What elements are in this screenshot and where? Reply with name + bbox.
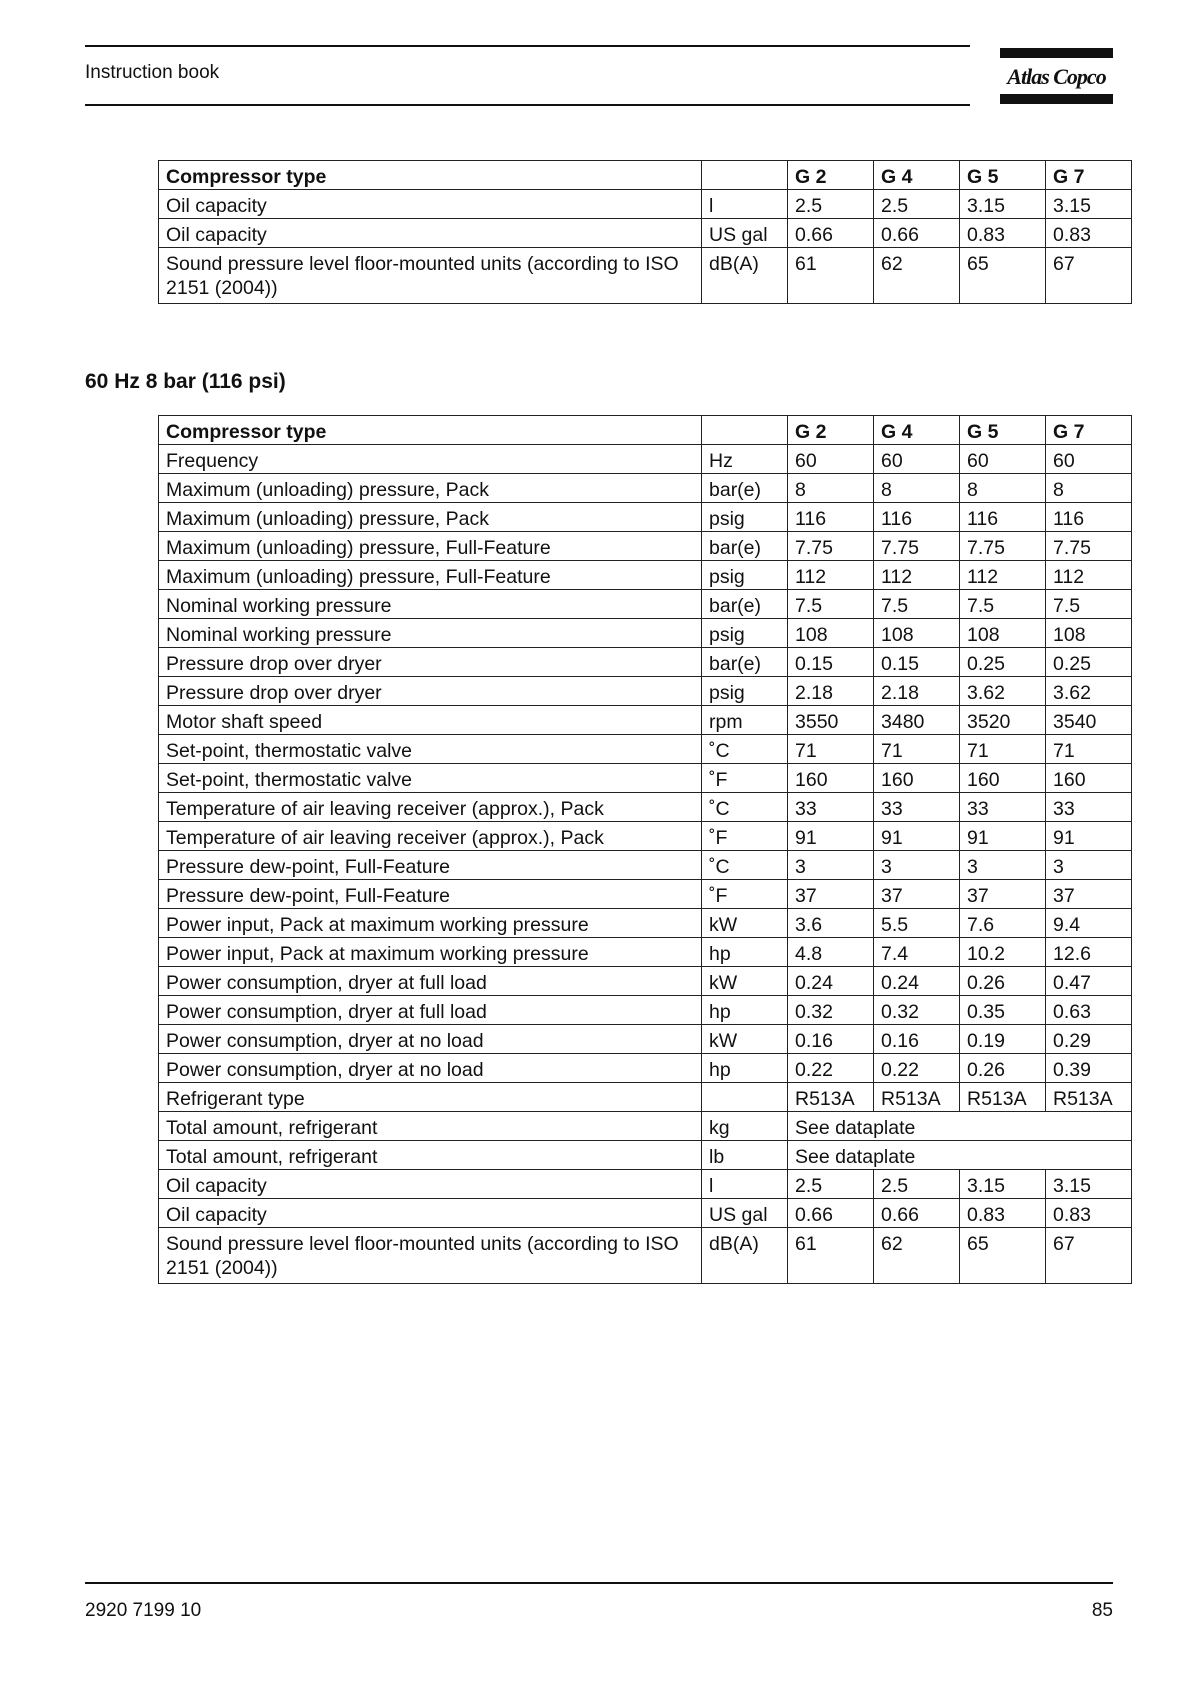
value-cell: 91 [788,822,874,851]
parameter-cell: Maximum (unloading) pressure, Full-Feature [159,561,702,590]
value-cell: 3480 [874,706,960,735]
value-cell: 0.63 [1046,996,1132,1025]
unit-cell: kW [702,967,788,996]
parameter-cell: Total amount, refrigerant [159,1112,702,1141]
parameter-cell: Sound pressure level floor-mounted units (according to ISO 2151 (2004)) [159,248,702,304]
page-number: 85 [1091,1600,1113,1621]
parameter-cell: Motor shaft speed [159,706,702,735]
table-row [159,474,1132,503]
table-row [159,1025,1132,1054]
value-cell: 116 [788,503,874,532]
value-cell: R513A [874,1083,960,1112]
value-cell: 0.39 [1046,1054,1132,1083]
table-row [159,996,1132,1025]
value-cell: R513A [960,1083,1046,1112]
value-cell: 0.24 [874,967,960,996]
atlas-copco-logo [1000,48,1113,104]
value-cell: 116 [960,503,1046,532]
table-row [159,938,1132,967]
parameter-cell: Power input, Pack at maximum working pressure [159,909,702,938]
parameter-cell: Oil capacity [159,1170,702,1199]
value-cell: 0.32 [874,996,960,1025]
value-cell: 0.22 [874,1054,960,1083]
unit-cell: hp [702,1054,788,1083]
unit-cell: ˚C [702,851,788,880]
unit-cell: bar(e) [702,532,788,561]
table-row [159,706,1132,735]
value-cell: 0.15 [874,648,960,677]
header-cell: G 7 [1046,416,1132,445]
value-cell: 9.4 [1046,909,1132,938]
value-cell: 7.5 [788,590,874,619]
table-row [159,648,1132,677]
unit-cell: bar(e) [702,474,788,503]
value-cell: 116 [1046,503,1132,532]
table-row [159,1083,1132,1112]
value-cell: 91 [960,822,1046,851]
value-cell: 7.4 [874,938,960,967]
table-row [159,532,1132,561]
table-row [159,503,1132,532]
value-cell: 37 [874,880,960,909]
section-heading: 60 Hz 8 bar (116 psi) [85,370,286,393]
logo-wordmark: Atlas Copco [1007,64,1106,89]
value-cell: 3 [1046,851,1132,880]
table-row [159,1112,1132,1141]
value-cell: 60 [1046,445,1132,474]
parameter-cell: Power consumption, dryer at full load [159,967,702,996]
value-cell: 3550 [788,706,874,735]
value-cell: 7.75 [874,532,960,561]
value-cell: 0.35 [960,996,1046,1025]
header-title: Instruction book [85,62,220,83]
value-cell: See dataplate [788,1141,1132,1170]
parameter-cell: Maximum (unloading) pressure, Full-Feature [159,532,702,561]
parameter-cell: Maximum (unloading) pressure, Pack [159,503,702,532]
value-cell: 108 [874,619,960,648]
value-cell: 2.5 [788,1170,874,1199]
table-row [159,909,1132,938]
logo-top-bar [1000,48,1113,58]
parameter-cell: Nominal working pressure [159,590,702,619]
value-cell: R513A [1046,1083,1132,1112]
value-cell: 4.8 [788,938,874,967]
value-cell: 108 [1046,619,1132,648]
unit-cell: ˚C [702,735,788,764]
parameter-cell: Total amount, refrigerant [159,1141,702,1170]
value-cell: 160 [960,764,1046,793]
value-cell: 112 [788,561,874,590]
header-cell: G 4 [874,416,960,445]
value-cell: 0.25 [1046,648,1132,677]
parameter-cell: Power consumption, dryer at no load [159,1025,702,1054]
header-cell: G 2 [788,416,874,445]
value-cell: 0.25 [960,648,1046,677]
parameter-cell: Pressure dew-point, Full-Feature [159,851,702,880]
parameter-cell: Set-point, thermostatic valve [159,735,702,764]
unit-cell [702,1083,788,1112]
value-cell: 65 [960,1228,1046,1284]
value-cell: 8 [1046,474,1132,503]
table-row [159,851,1132,880]
value-cell: 112 [960,561,1046,590]
value-cell: 67 [1046,248,1132,304]
value-cell: 33 [960,793,1046,822]
value-cell: 3520 [960,706,1046,735]
parameter-cell: Oil capacity [159,190,702,219]
value-cell: 0.15 [788,648,874,677]
value-cell: 62 [874,248,960,304]
value-cell: 3 [960,851,1046,880]
header-cell: G 5 [960,416,1046,445]
value-cell: 112 [1046,561,1132,590]
parameter-cell: Frequency [159,445,702,474]
table-row [159,764,1132,793]
unit-cell: bar(e) [702,648,788,677]
table-header-row [159,161,1132,190]
table-row [159,1054,1132,1083]
value-cell: 0.83 [960,219,1046,248]
parameter-cell: Power consumption, dryer at no load [159,1054,702,1083]
value-cell: 0.47 [1046,967,1132,996]
footer-rule [85,1582,1113,1584]
parameter-cell: Refrigerant type [159,1083,702,1112]
table-row [159,1141,1132,1170]
value-cell: 3 [788,851,874,880]
parameter-cell: Maximum (unloading) pressure, Pack [159,474,702,503]
value-cell: 3.15 [960,1170,1046,1199]
value-cell: 3.15 [1046,190,1132,219]
table-row [159,967,1132,996]
value-cell: 61 [788,248,874,304]
unit-cell: Hz [702,445,788,474]
header-cell [702,161,788,190]
value-cell: 0.29 [1046,1025,1132,1054]
value-cell: 0.66 [874,219,960,248]
unit-cell: dB(A) [702,248,788,304]
value-cell: 3.62 [960,677,1046,706]
unit-cell: US gal [702,219,788,248]
table-row [159,445,1132,474]
value-cell: 65 [960,248,1046,304]
value-cell: 0.66 [788,1199,874,1228]
value-cell: 0.16 [874,1025,960,1054]
unit-cell: l [702,190,788,219]
value-cell: 60 [960,445,1046,474]
header-cell: Compressor type [159,416,702,445]
value-cell: 12.6 [1046,938,1132,967]
header-cell: G 5 [960,161,1046,190]
table-row [159,1170,1132,1199]
value-cell: 2.5 [874,190,960,219]
parameter-cell: Pressure drop over dryer [159,648,702,677]
table-row [159,590,1132,619]
value-cell: 7.6 [960,909,1046,938]
table-row [159,1228,1132,1284]
unit-cell: ˚F [702,822,788,851]
value-cell: 0.32 [788,996,874,1025]
parameter-cell: Sound pressure level floor-mounted units (according to ISO 2151 (2004)) [159,1228,702,1284]
value-cell: 0.66 [788,219,874,248]
header-cell: Compressor type [159,161,702,190]
value-cell: 3.6 [788,909,874,938]
value-cell: 71 [960,735,1046,764]
unit-cell: hp [702,996,788,1025]
value-cell: 33 [1046,793,1132,822]
unit-cell: US gal [702,1199,788,1228]
value-cell: 0.22 [788,1054,874,1083]
table-row [159,619,1132,648]
value-cell: 2.5 [788,190,874,219]
value-cell: 91 [874,822,960,851]
parameter-cell: Power input, Pack at maximum working pressure [159,938,702,967]
value-cell: 0.16 [788,1025,874,1054]
parameter-cell: Pressure drop over dryer [159,677,702,706]
value-cell: 2.18 [788,677,874,706]
value-cell: 71 [1046,735,1132,764]
spec-table-2 [158,415,1132,1284]
value-cell: 7.75 [960,532,1046,561]
value-cell: 2.5 [874,1170,960,1199]
value-cell: 0.83 [1046,219,1132,248]
value-cell: 10.2 [960,938,1046,967]
spec-table-1 [158,160,1132,304]
value-cell: 7.75 [788,532,874,561]
unit-cell: l [702,1170,788,1199]
value-cell: 3.15 [960,190,1046,219]
unit-cell: psig [702,619,788,648]
value-cell: 0.26 [960,1054,1046,1083]
unit-cell: dB(A) [702,1228,788,1284]
value-cell: 37 [1046,880,1132,909]
value-cell: 0.26 [960,967,1046,996]
value-cell: 2.18 [874,677,960,706]
value-cell: See dataplate [788,1112,1132,1141]
unit-cell: psig [702,677,788,706]
unit-cell: bar(e) [702,590,788,619]
parameter-cell: Temperature of air leaving receiver (approx.), Pack [159,793,702,822]
value-cell: 7.5 [1046,590,1132,619]
unit-cell: ˚F [702,880,788,909]
header-bottom-rule [85,104,970,106]
value-cell: 108 [788,619,874,648]
value-cell: 8 [874,474,960,503]
value-cell: 71 [874,735,960,764]
parameter-cell: Temperature of air leaving receiver (approx.), Pack [159,822,702,851]
table-header-row [159,416,1132,445]
value-cell: 33 [874,793,960,822]
value-cell: 3540 [1046,706,1132,735]
value-cell: 37 [788,880,874,909]
unit-cell: kW [702,909,788,938]
value-cell: 60 [874,445,960,474]
parameter-cell: Set-point, thermostatic valve [159,764,702,793]
logo-bottom-bar [1000,94,1113,104]
value-cell: 7.75 [1046,532,1132,561]
document-number: 2920 7199 10 [85,1600,202,1621]
table-row [159,793,1132,822]
header-cell: G 2 [788,161,874,190]
unit-cell: hp [702,938,788,967]
value-cell: 0.83 [960,1199,1046,1228]
unit-cell: ˚C [702,793,788,822]
value-cell: 3.15 [1046,1170,1132,1199]
header-top-rule [85,45,970,47]
value-cell: 71 [788,735,874,764]
table-row [159,677,1132,706]
value-cell: 0.24 [788,967,874,996]
value-cell: 33 [788,793,874,822]
value-cell: 7.5 [960,590,1046,619]
value-cell: R513A [788,1083,874,1112]
parameter-cell: Oil capacity [159,1199,702,1228]
parameter-cell: Power consumption, dryer at full load [159,996,702,1025]
value-cell: 160 [788,764,874,793]
value-cell: 62 [874,1228,960,1284]
table-row [159,219,1132,248]
value-cell: 60 [788,445,874,474]
value-cell: 5.5 [874,909,960,938]
value-cell: 108 [960,619,1046,648]
table-row [159,822,1132,851]
parameter-cell: Oil capacity [159,219,702,248]
value-cell: 8 [788,474,874,503]
unit-cell: psig [702,503,788,532]
value-cell: 7.5 [874,590,960,619]
table-row [159,248,1132,304]
unit-cell: psig [702,561,788,590]
table-row [159,735,1132,764]
table-row [159,190,1132,219]
value-cell: 0.83 [1046,1199,1132,1228]
table-row [159,1199,1132,1228]
value-cell: 67 [1046,1228,1132,1284]
unit-cell: ˚F [702,764,788,793]
value-cell: 160 [1046,764,1132,793]
value-cell: 3 [874,851,960,880]
value-cell: 61 [788,1228,874,1284]
table-row [159,561,1132,590]
unit-cell: kW [702,1025,788,1054]
value-cell: 112 [874,561,960,590]
parameter-cell: Pressure dew-point, Full-Feature [159,880,702,909]
table-row [159,880,1132,909]
value-cell: 8 [960,474,1046,503]
value-cell: 91 [1046,822,1132,851]
value-cell: 160 [874,764,960,793]
value-cell: 37 [960,880,1046,909]
value-cell: 116 [874,503,960,532]
value-cell: 0.19 [960,1025,1046,1054]
header-cell [702,416,788,445]
unit-cell: kg [702,1112,788,1141]
value-cell: 3.62 [1046,677,1132,706]
header-cell: G 7 [1046,161,1132,190]
unit-cell: rpm [702,706,788,735]
header-cell: G 4 [874,161,960,190]
value-cell: 0.66 [874,1199,960,1228]
unit-cell: lb [702,1141,788,1170]
parameter-cell: Nominal working pressure [159,619,702,648]
